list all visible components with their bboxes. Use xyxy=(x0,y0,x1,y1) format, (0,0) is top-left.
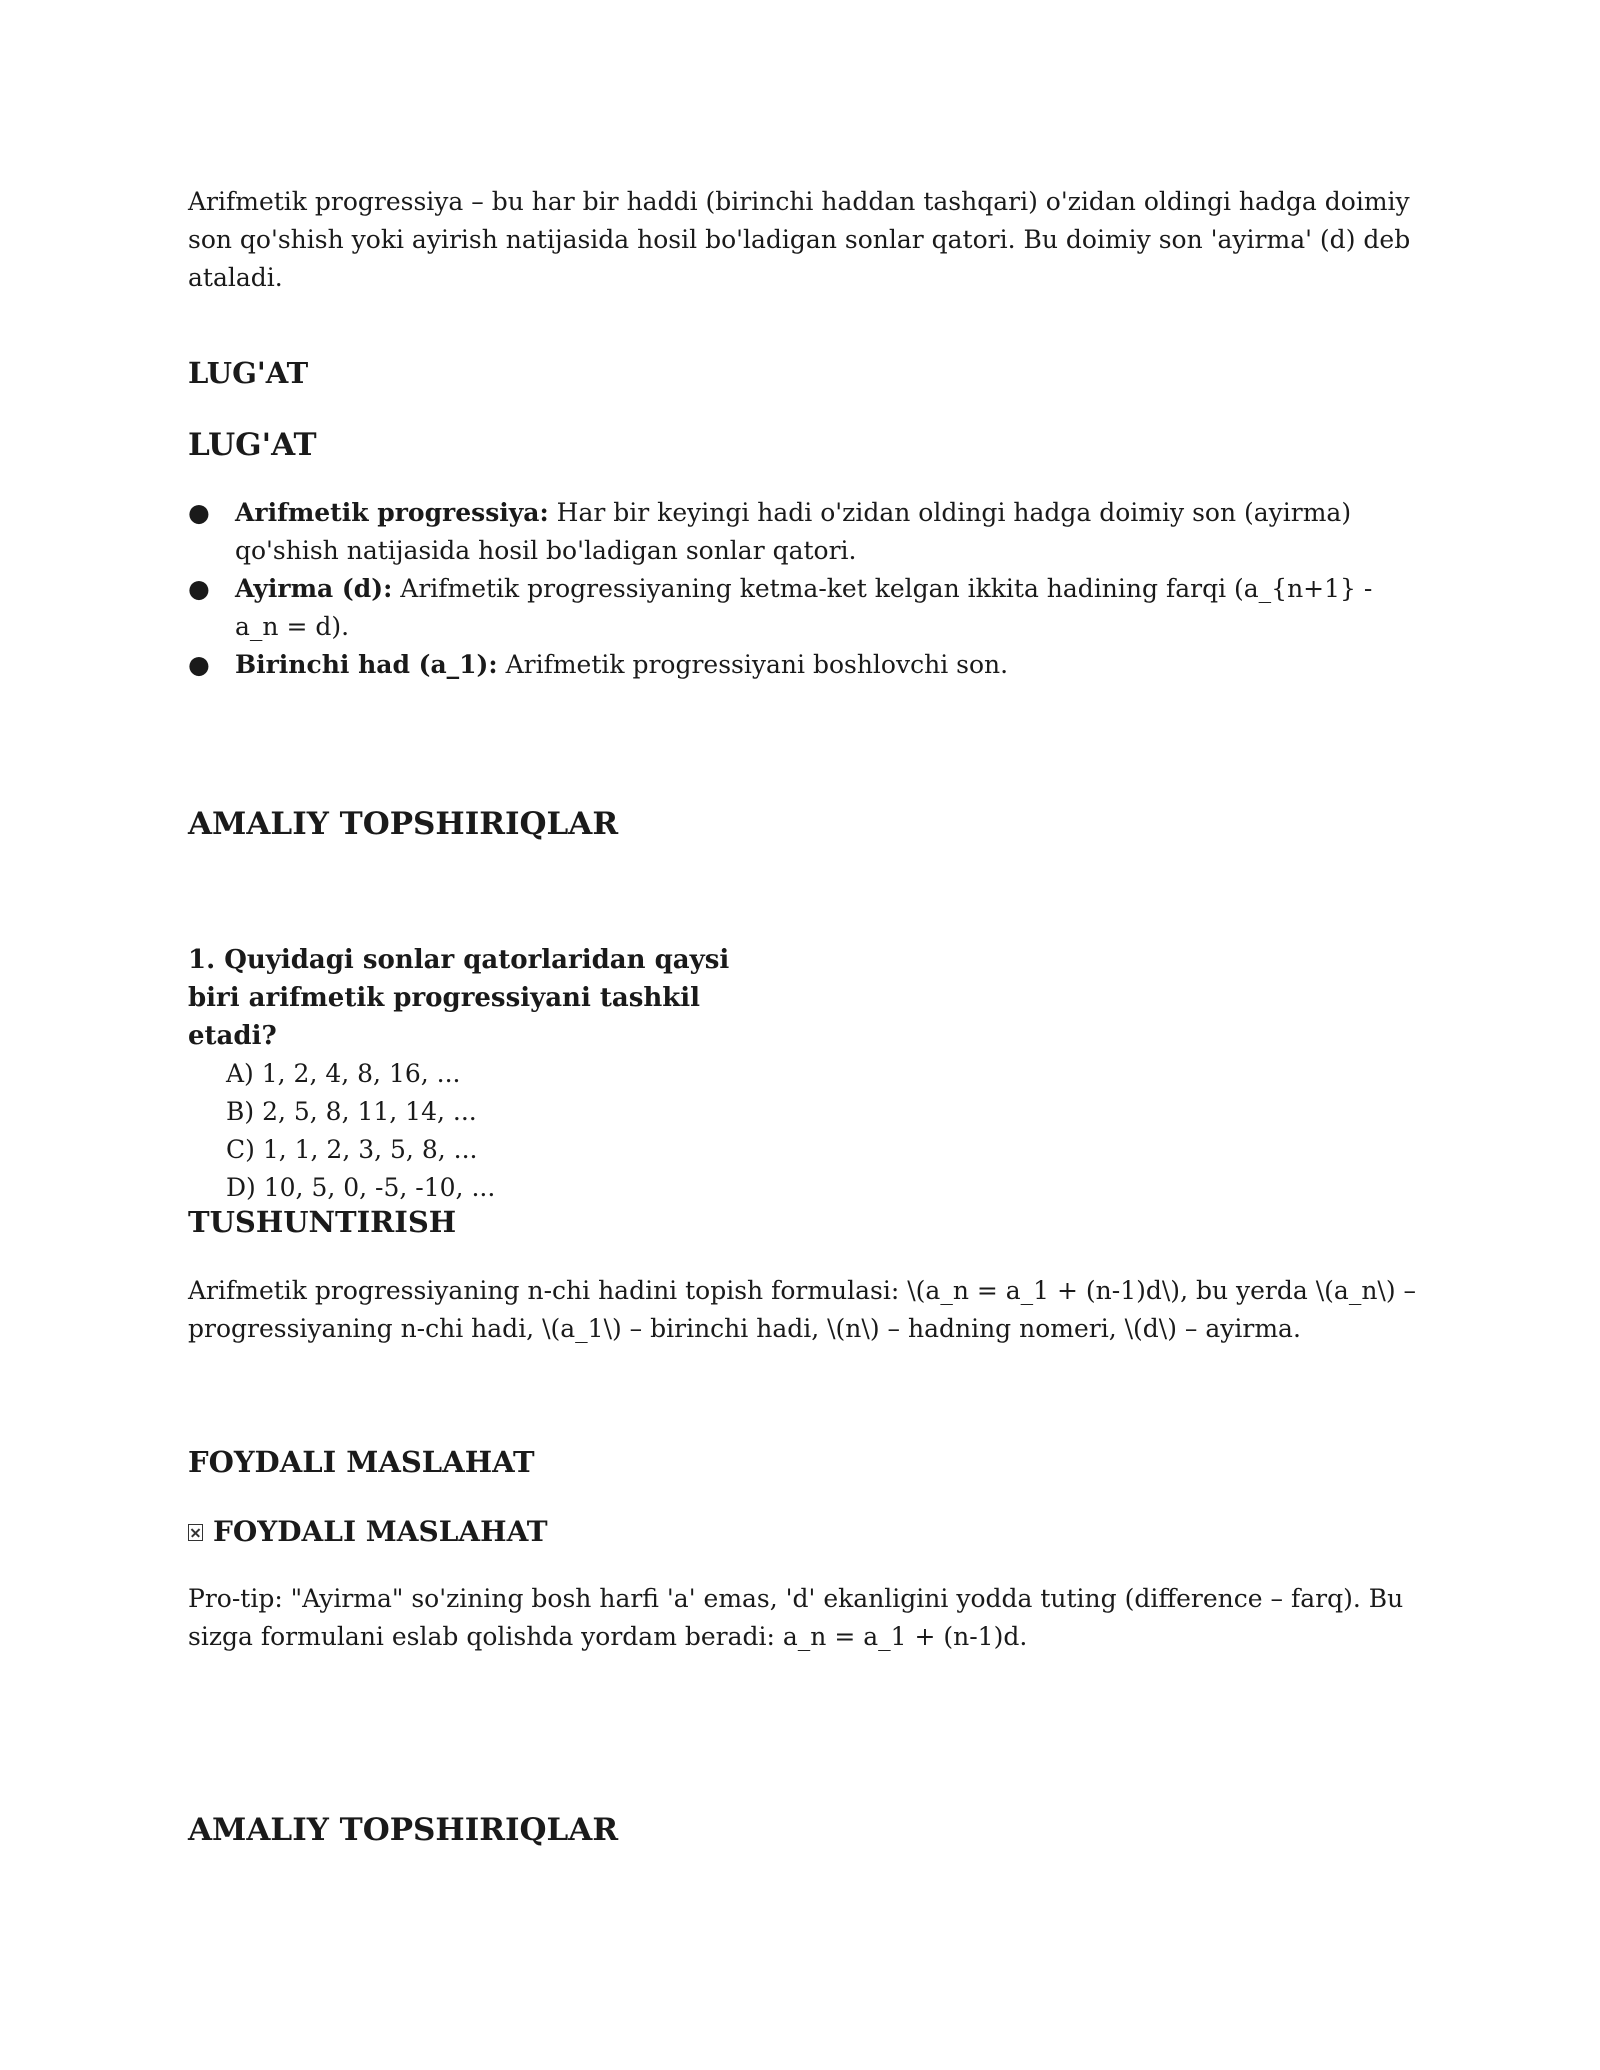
glossary-item xyxy=(188,646,1418,684)
question-title: 1. Quyidagi sonlar qatorlaridan qaysi biri arifmetik progressiyani tashkil etadi? xyxy=(188,945,730,1051)
bullet-icon: ● xyxy=(188,498,210,527)
glossary-list-wrap xyxy=(188,494,1418,684)
intro-paragraph: Arifmetik progressiya – bu har bir haddi (birinchi haddan tashqari) o'zidan oldingi hadga doimiy son qo'shish yoki ayirish natijasida hosil bo'ladigan sonlar qatori. Bu doimiy son 'ayirma' (d) deb ataladi. xyxy=(188,187,1411,292)
tip-heading-1-wrap xyxy=(188,1443,1418,1481)
explanation-section xyxy=(188,1272,1418,1348)
tip-section xyxy=(188,1580,1418,1656)
exercises-heading-2: AMALIY TOPSHIRIQLAR xyxy=(188,1812,619,1848)
bullet-icon: ● xyxy=(188,574,210,603)
glossary-definition: Arifmetik progressiyani boshlovchi son. xyxy=(497,650,1009,679)
tip-heading: FOYDALI MASLAHAT xyxy=(188,1445,535,1479)
answer-option: A) 1, 2, 4, 8, 16, ... xyxy=(226,1059,461,1088)
glossary-subheading: LUG'AT xyxy=(188,427,317,463)
glossary-item xyxy=(188,570,1418,646)
glossary-item xyxy=(188,494,1418,570)
tip-paragraph: Pro-tip: "Ayirma" so'zining bosh harfi 'a' emas, 'd' ekanligini yodda tuting (difference – farq). Bu sizga formulani eslab qolishda yordam beradi: a_n = a_1 + (n-1)d. xyxy=(188,1584,1404,1651)
glossary-heading-1-wrap xyxy=(188,354,1418,392)
explanation-paragraph: Arifmetik progressiyaning n-chi hadini topish formulasi: \(a_n = a_1 + (n-1)d\), bu yerda \(a_n\) – progressiyaning n-chi hadi, \(a_1\) – birinchi hadi, \(n\) – hadning nomeri, \(d\) – ayirma. xyxy=(188,1276,1417,1343)
explanation-heading: TUSHUNTIRISH xyxy=(188,1205,457,1239)
explanation-heading-wrap xyxy=(188,1203,1418,1241)
glossary-heading-2-wrap xyxy=(188,425,1418,465)
tip-heading-2-wrap xyxy=(188,1514,1418,1550)
exercises-2-heading-wrap xyxy=(188,1810,1418,1850)
glossary-heading: LUG'AT xyxy=(188,356,309,390)
glossary-term: Ayirma (d): xyxy=(235,574,393,603)
answer-option: D) 10, 5, 0, -5, -10, ... xyxy=(226,1173,496,1202)
exercises-heading-wrap xyxy=(188,804,1418,844)
answer-option: B) 2, 5, 8, 11, 14, ... xyxy=(226,1097,477,1126)
tip-subheading-label: FOYDALI MASLAHAT xyxy=(213,1515,548,1548)
glossary-list xyxy=(188,494,1418,684)
exercises-heading: AMALIY TOPSHIRIQLAR xyxy=(188,806,619,842)
answer-options xyxy=(188,1055,1418,1207)
bullet-icon: ● xyxy=(188,650,210,679)
missing-glyph-icon xyxy=(188,1524,203,1541)
intro-section xyxy=(188,183,1418,297)
glossary-definition: Har bir keyingi hadi o'zidan oldingi hadga doimiy son (ayirma) qo'shish natijasida hosil bo'ladigan sonlar qatori. xyxy=(235,498,1352,565)
question-1 xyxy=(188,941,1418,1207)
glossary-definition: Arifmetik progressiyaning ketma-ket kelgan ikkita hadining farqi (a_{n+1} - a_n = d). xyxy=(235,574,1373,641)
glossary-term: Arifmetik progressiya: xyxy=(235,498,549,527)
glossary-term: Birinchi had (a_1): xyxy=(235,650,498,679)
answer-option: C) 1, 1, 2, 3, 5, 8, ... xyxy=(226,1135,478,1164)
tip-subheading xyxy=(188,1514,1418,1550)
